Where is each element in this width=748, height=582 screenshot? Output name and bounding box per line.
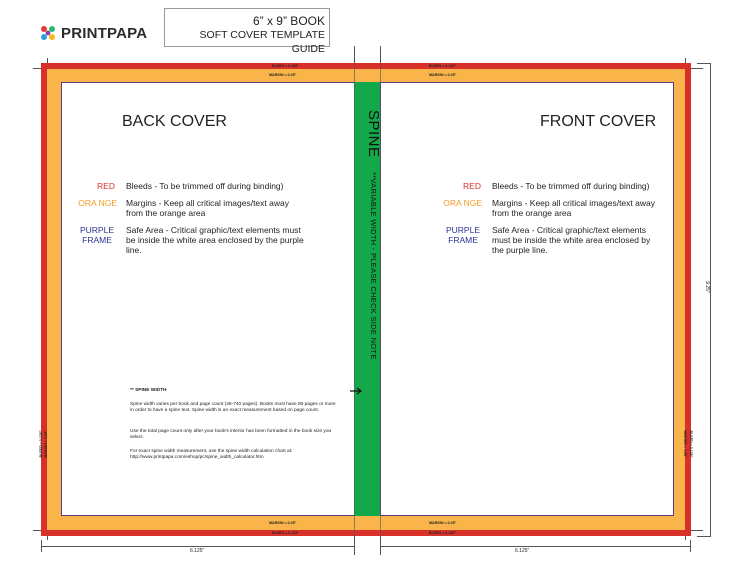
printpapa-logo-mark-icon: [40, 25, 58, 41]
margin-label-top-back: MARGIN = 0.25": [269, 73, 297, 77]
dimension-line-front: [380, 546, 691, 547]
dimension-tick: [697, 536, 711, 537]
spine-width-note-p2: Use the total page count only after your book's interior has been formatted in the book size you select.: [130, 429, 332, 440]
front-cover-safe-area: [380, 82, 674, 516]
dimension-line-back: [41, 546, 354, 547]
dimension-tick: [354, 540, 355, 552]
bleed-label-top-back: BLEED = 0.125": [272, 64, 299, 68]
bleed-label-top-front: BLEED = 0.125": [429, 64, 456, 68]
legend-desc-red: Bleeds - To be trimmed off during binding): [492, 181, 650, 191]
template-title-subtitle: SOFT COVER TEMPLATE GUIDE: [199, 29, 325, 55]
spine-width-note-p1: Spine width varies per book and page count (48-740 pages). Books must have 80 pages or more in order to have a spine text. Spine width is an exact measurement based on page count.: [130, 402, 336, 413]
margin-label-bottom-front: MARGIN = 0.25": [429, 521, 457, 525]
back-width-label: 6.125": [190, 548, 205, 554]
legend-desc-orange: Margins - Keep all critical images/text away from the orange area: [492, 198, 655, 218]
margin-label-bottom-back: MARGIN = 0.25": [269, 521, 297, 525]
legend-desc-purple: Safe Area - Critical graphic/text elements must be inside the white area enclosed by the purple line.: [126, 225, 304, 255]
spine-title: SPINE: [365, 110, 382, 158]
bleed-label-right: BLEED = 0.125": [689, 430, 693, 458]
bleed-label-left: BLEED = 0.125": [39, 430, 43, 458]
margin-label-right: MARGIN = 0.25": [683, 430, 687, 458]
legend-key-red: RED: [97, 181, 115, 191]
legend-desc-orange: Margins - Keep all critical images/text away from the orange area: [126, 198, 289, 218]
legend-desc-red: Bleeds - To be trimmed off during binding): [126, 181, 284, 191]
back-cover-title: BACK COVER: [122, 113, 227, 130]
template-title-size: 6” x 9” BOOK: [252, 14, 325, 28]
bleed-label-bottom-front: BLEED = 0.125": [429, 531, 456, 535]
front-cover-title: FRONT COVER: [540, 113, 657, 130]
margin-label-left: MARGIN = 0.25": [44, 430, 48, 458]
spine-variable-width-note: **VARIABLE WIDTH - PLEASE CHECK SIDE NOTE: [369, 172, 378, 360]
printpapa-logo: [40, 24, 147, 42]
dimension-tick: [41, 540, 42, 552]
legend-key-orange: ORA NGE: [78, 198, 117, 208]
height-label: 9.25": [704, 281, 710, 293]
brand-name: PRINTPAPA: [61, 24, 148, 42]
dimension-tick: [380, 540, 381, 552]
margin-label-top-front: MARGIN = 0.25": [429, 73, 457, 77]
template-title-box: [164, 8, 330, 55]
legend-key-orange: ORA NGE: [443, 198, 482, 208]
front-width-label: 6.125": [515, 548, 530, 554]
dimension-line-height: [710, 63, 711, 536]
dimension-tick: [690, 540, 691, 552]
spine-width-note-p3: For exact spine width measurement, use the spine width calculation chart at: http://www.printpapa.com/eshop/pc/spine_width_calculator.htm: [130, 449, 293, 460]
legend-desc-purple: Safe Area - Critical graphic/text elements must be inside the white area enclosed by the purple line.: [492, 225, 651, 255]
dimension-tick: [697, 63, 711, 64]
legend-key-purple: PURPLE FRAME: [445, 225, 480, 245]
legend-key-purple: PURPLE FRAME: [79, 225, 114, 245]
spine-arrow-icon: [350, 387, 364, 395]
bleed-label-bottom-back: BLEED = 0.125": [272, 531, 299, 535]
spine-width-note-heading: ** SPINE WIDTH: [130, 388, 167, 393]
legend-key-red: RED: [463, 181, 481, 191]
